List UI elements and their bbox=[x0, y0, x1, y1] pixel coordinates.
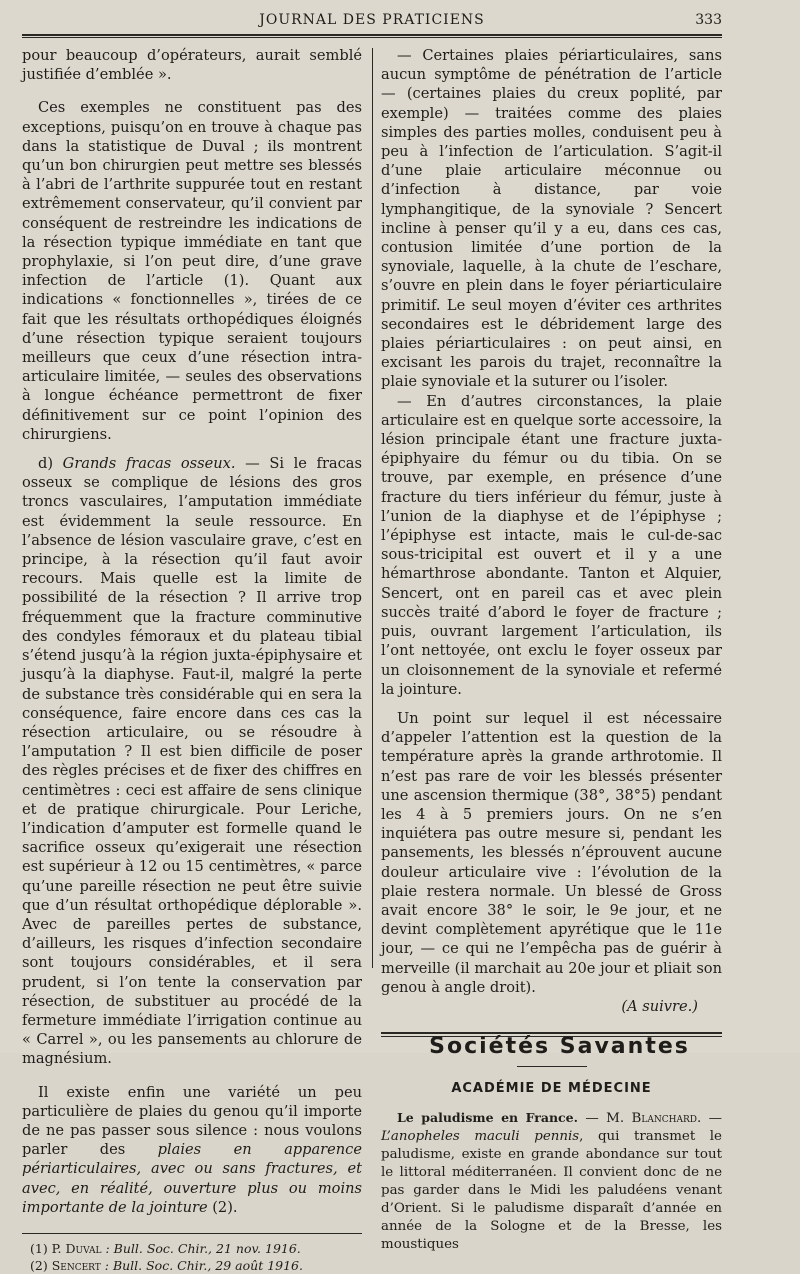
academy-heading: ACADÉMIE DE MÉDECINE bbox=[451, 1081, 652, 1097]
footnote-source: : Bull. Soc. Chir., 21 nov. 1916. bbox=[101, 1240, 301, 1256]
footnote-author: Duval bbox=[65, 1240, 102, 1256]
footnote-number: (2) bbox=[30, 1257, 52, 1273]
left-column bbox=[22, 46, 362, 1274]
short-rule bbox=[517, 1066, 587, 1067]
paragraph: Ces exemples ne constituent pas des exceptions, puisqu’on en trouve à chaque pas dans la statistique de Duval ; ils montrent qu’un bon chirurgien peut mettre ses blessés à l’abri de l’arthrite suppurée tout en restant extrêmement conservateur, qu’il convient par conséquent de restreindre les indications de la résection typique immédiate en tant que prophylaxie, si l’on peut dire, d’une grave infection de l’article (1). Quant aux indications « fonctionnelles », tirées de ce fait que les résultats orthopédiques éloignés d’une résection typique seraient toujours meilleurs que ceux d’une résection intra-articulaire limitée, — seules des observations à longue échéance permettront de fixer définitivement sur ce point l’opinion des chirurgiens. bbox=[22, 99, 362, 443]
species-name: L’anopheles maculi pennis bbox=[381, 1128, 580, 1144]
header-rule-thin bbox=[22, 37, 722, 38]
paragraph: — Certaines plaies périarticulaires, sans aucun symptôme de pénétration de l’article — (certaines plaies du creux poplité, par exemple) — traitées comme des plaies simples des parties molles, conduisent peu à peu à l’infection de l’articulation. S’agit-il d’une plaie articulaire méconnue ou d’infection à distance, par voie lymphangitique, de la synoviale ? Sencert incline à penser qu’il y a eu, dans ces cas, contusion limitée d’une portion de la synoviale, laquelle, à la chute de l’eschare, s’ouvre en plein dans le foyer périarticulaire primitif. Le seul moyen d’éviter ces arthrites secondaires est le débridement large des plaies périarticulaires : on peut ainsi, en excisant les parois du trajet, reconnaître la plaie synoviale et la suturer ou l’isoler. bbox=[381, 47, 722, 391]
page-number: 333 bbox=[695, 12, 722, 28]
section-title: Sociétés Savantes bbox=[429, 1034, 690, 1060]
header-rule bbox=[22, 34, 722, 36]
running-header bbox=[22, 10, 722, 32]
right-column bbox=[381, 46, 722, 1254]
footnote-source: : Bull. Soc. Chir., 29 août 1916. bbox=[100, 1257, 303, 1273]
paragraph: Un point sur lequel il est nécessaire d’appeler l’attention est la question de la température après la grande arthrotomie. Il n’est pas rare de voir les blessés présenter une ascension thermique (38°, 38°5) pendant les 4 à 5 premiers jours. On ne s’en inquiétera pas outre mesure si, pendant les pansements, les blessés n’éprouvent aucune douleur articulaire vive : l’évolution de la plaie restera normale. Un blessé de Gross avait encore 38° le soir, le 9e jour, et ne devint complètement apyrétique que le 11e jour, — ce qui ne l’empêcha pas de guérir à merveille (il marchait au 20e jour et pliait son genou à angle droit). bbox=[381, 709, 722, 996]
article-title: Le paludisme en France. bbox=[397, 1109, 578, 1125]
enum-letter: d) bbox=[38, 455, 63, 473]
paragraph-text: — Si le fracas osseux se complique de lésions des gros troncs vasculaires, l’amputation immédiate est évidemment la seule ressource. En l’absence de lésion vasculaire grave, c’est en principe, à la résection qu’il faut avoir recours. Mais quelle est la limite de possibilité de la résection ? Il arrive trop fréquemment que la fracture comminutive des condyles fémoraux et du plateau tibial s’étend jusqu’à la région juxta-épiphysaire et jusqu’à la diaphyse. Faut-il, malgré la perte de substance très considérable qui en sera la conséquence, faire encore dans ces cas la résection articulaire, ou se résoudre à l’amputation ? Il est bien difficile de poser des règles précises et de fixer des chiffres en centimètres : ceci est affaire de sens clinique et de pratique chirurgicale. Pour Leriche, l’indication d’amputer est formelle quand le sacrifice osseux qu’exigerait une résection est supérieur à 12 ou 15 centimètres, « parce qu’une pareille résection ne peut être suivie que d’un résultat orthopédique déplorable ». Avec de pareilles pertes de substance, d’ailleurs, les risques d’infection secondaire sont toujours considérables, et il sera prudent, si l’on tente la conservation par résection, de substituer au procédé de la fermeture immédiate l’irrigation continue au « Carrel », ou les pansements au chlorure de magnésium. bbox=[22, 455, 362, 1068]
paragraph-fracas bbox=[22, 454, 362, 1069]
paragraph-plaies bbox=[22, 1083, 362, 1217]
paragraph-text: (2). bbox=[207, 1198, 238, 1216]
journal-title: JOURNAL DES PRATICIENS bbox=[259, 12, 485, 28]
paragraph: — En d’autres circonstances, la plaie articulaire est en quelque sorte accessoire, la lésion principale étant une fracture juxta-épiphyaire du fémur ou du tibia. On se trouve, par exemple, en présence d’une fracture du tiers inférieur du fémur, juste à l’union de la diaphyse et de l’épiphyse ; l’épiphyse est intacte, mais le cul-de-sac sous-tricipital est ouvert et il y a une hémarthrose abondante. Tanton et Alquier, Sencert, ont en pareil cas et avec plein succès traité d’abord le foyer de fracture ; puis, ouvrant largement l’articulation, ils l’ont nettoyée, ont exclu le foyer osseux par un cloisonnement de la synoviale et refermé la jointure. bbox=[381, 392, 722, 698]
footnote bbox=[22, 1240, 362, 1257]
separator: — M. bbox=[577, 1110, 632, 1126]
footnote-number: (1) P. bbox=[30, 1240, 66, 1256]
column-divider bbox=[372, 48, 373, 968]
article-text: , qui transmet le paludisme, existe en grande abondance sur tout le littoral méditerranéen. Il convient donc de ne pas garder dans le Midi les paludéens venant d’Orient. Si le paludisme disparaît d’année en année de la Sologne et de la Bresse, les moustiques bbox=[381, 1128, 722, 1252]
to-be-continued: (A suivre.) bbox=[621, 997, 698, 1015]
footnote bbox=[22, 1257, 362, 1274]
paragraph-text: Il existe enfin une variété un peu particulière de plaies du genou qu’il importe de ne pas passer sous silence : nous voulons parler des bbox=[22, 1083, 362, 1159]
footnote-rule bbox=[22, 1233, 362, 1234]
subheading: Grands fracas osseux. bbox=[62, 455, 236, 473]
article-paludisme bbox=[381, 1109, 722, 1254]
paragraph: pour beaucoup d’opérateurs, aurait semblé justifiée d’emblée ». bbox=[22, 47, 362, 84]
separator: . — bbox=[696, 1110, 722, 1126]
article-author: Blanchard bbox=[631, 1110, 697, 1126]
footnote-author: Sencert bbox=[51, 1257, 101, 1273]
emphasis-text: plaies en apparence périarticulaires, avec ou sans fractures, et avec, en réalité, ouverture plus ou moins importante de la jointure bbox=[22, 1141, 362, 1216]
